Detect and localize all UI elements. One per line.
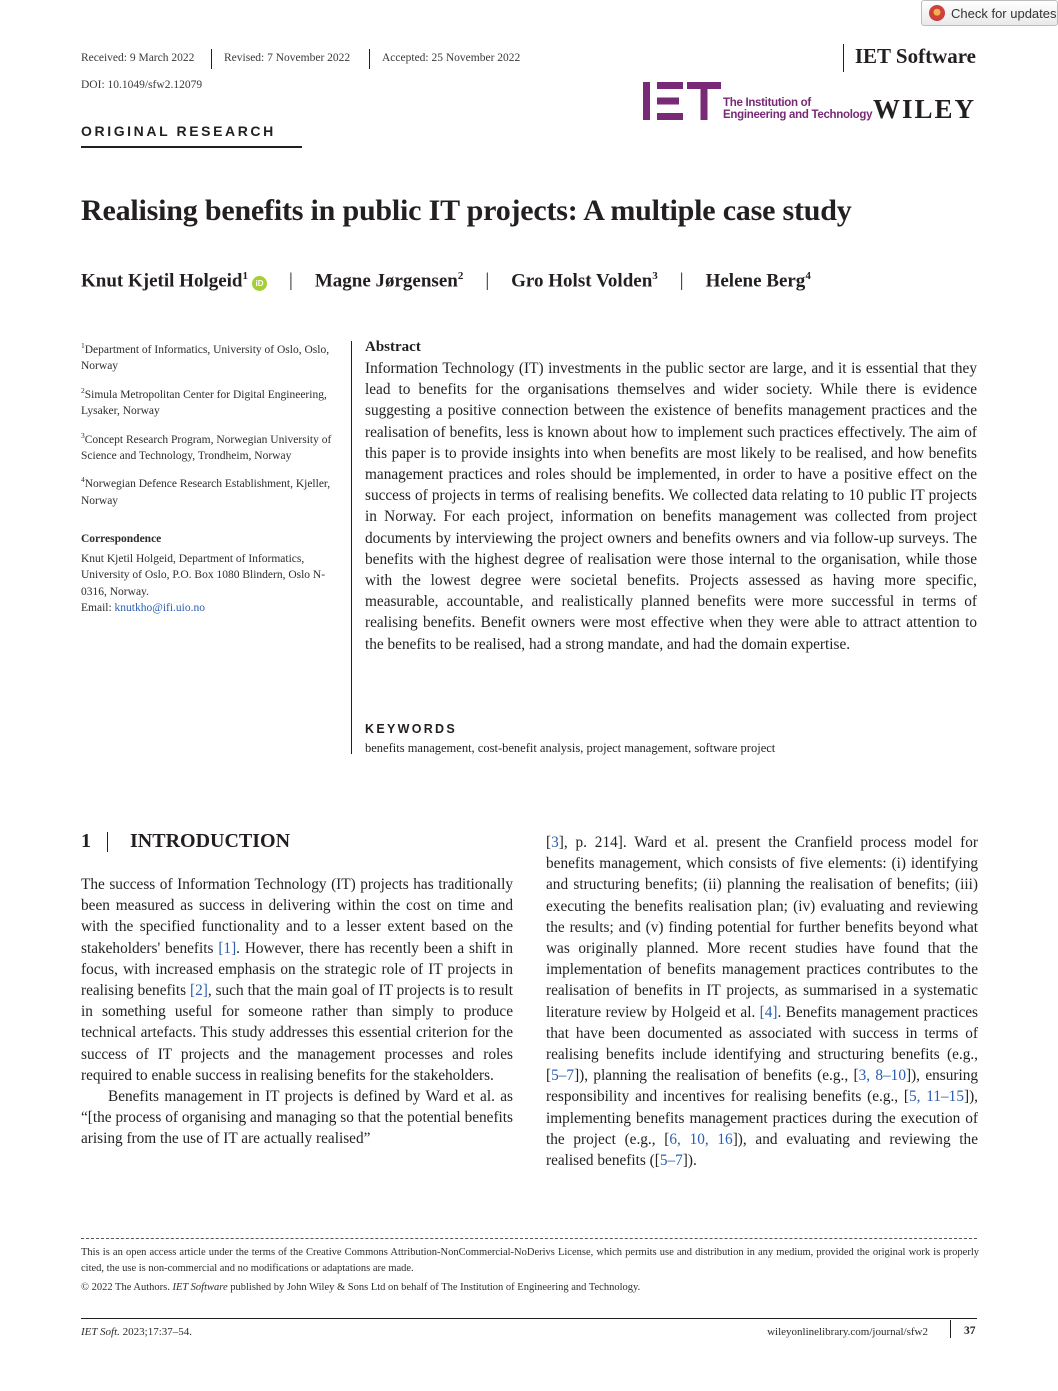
author: Helene Berg$^4$	[705, 270, 811, 292]
affiliation: $^3$Concept Research Program, Norwegian University of Science and Technology, Trondheim, Norway	[81, 430, 332, 462]
author-list	[81, 270, 811, 292]
affiliation: $^4$Norwegian Defence Research Establishment, Kjeller, Norway	[81, 475, 331, 507]
section-label: ORIGINAL RESEARCH	[81, 123, 276, 139]
citation-link[interactable]: [2]	[189, 982, 208, 1000]
body-column-left	[81, 874, 513, 1150]
doi: DOI: 10.1049/sfw2.12079	[81, 79, 203, 91]
bottom-rule	[81, 1318, 977, 1319]
citation-link[interactable]: 3	[551, 834, 559, 851]
affiliation: $^2$Simula Metropolitan Center for Digital Engineering, Lysaker, Norway	[81, 385, 327, 418]
abstract-text: Information Technology (IT) investments in the public sector are large, and it is essential that they lead to benefits for the organisations themselves and wider society. While there is evidence suggesting a positive connection between the existence of benefits management practices and the realisation of benefits, less is known about how to implement such practices effectively. The aim of this paper is to provide insights into when benefits are most likely to be realised, and how benefits management practices and roles should be implemented, in order to have a positive effect on the success of projects in terms of realising benefits. We collected data relating to 10 public IT projects in Norway. For each project, information on benefits management was collected from project documents by interviewing the project owners and benefits owners and via follow-up surveys. The benefits with the highest degree of realisation were those internal to the organisation, while those with the lowest degree were societal benefits. Projects assessed as having more specific, measurable, accountable, and realistically planned benefits were more successful in terms of realising benefits. Benefit owners were most effective when they were able to attract attention to the benefits to be realised, had a strong mandate, and had the domain expertise.	[365, 360, 977, 653]
section-heading	[81, 830, 290, 853]
citation-link[interactable]: 5, 11–15	[909, 1088, 964, 1106]
citation-link[interactable]: [4]	[759, 1003, 778, 1021]
citation-link[interactable]: 3, 8–10	[858, 1067, 906, 1085]
author: Gro Holst Volden$^3$	[511, 270, 658, 292]
journal-url[interactable]: wileyonlinelibrary.com/journal/sfw2	[767, 1326, 928, 1338]
iet-logo	[643, 82, 721, 120]
section-rule	[81, 146, 302, 148]
revised-date: Revised: 7 November 2022	[224, 52, 351, 64]
paragraph: The success of Information Technology (IT) projects has traditionally been measured as success in delivering within the cost on time and with the specified functionality and to a lesser extent based on the stakeholders' benefits [1]. However, there has recently been a shift in focus, with increased emphasis on the strategic role of IT projects in realising benefits [2], such that the main goal of IT projects is to result in something useful for someone rather than simply to produce technical artefacts. This study addresses this essential criterion for the success of IT projects and the management processes and roles required to enable success in realising benefits for the stakeholders.	[81, 876, 513, 1084]
citation-link[interactable]: 5–7	[659, 1152, 683, 1170]
wiley-logo: WILEY	[873, 94, 977, 124]
abstract-rule	[351, 341, 352, 754]
citation-link[interactable]: 5–7	[551, 1067, 575, 1085]
received-date: Received: 9 March 2022	[81, 52, 195, 64]
keywords-heading: KEYWORDS	[365, 722, 458, 736]
header-divider	[211, 49, 212, 69]
page-number: 37	[964, 1325, 976, 1337]
author-separator: |	[679, 270, 684, 292]
affiliations	[81, 338, 341, 617]
author: Knut Kjetil Holgeid$^1$	[81, 270, 248, 292]
correspondence-heading: Correspondence	[81, 533, 162, 546]
orcid-icon[interactable]: iD	[252, 276, 267, 291]
author-separator: |	[485, 270, 490, 292]
check-for-updates-button[interactable]	[921, 0, 1058, 26]
journal-citation: IET Soft. 2023;17:37–54.	[81, 1326, 193, 1338]
citation-link[interactable]: [1]	[218, 939, 237, 957]
citation-link[interactable]: 6, 10, 16	[669, 1130, 733, 1148]
footer-rule	[81, 1238, 977, 1239]
section-number: 1	[81, 830, 91, 852]
journal-name: IET Software	[854, 44, 976, 68]
section-title: INTRODUCTION	[130, 830, 291, 852]
copyright: © 2022 The Authors. IET Software published by John Wiley & Sons Ltd on behalf of The Institution of Engineering and Technology.	[81, 1282, 641, 1293]
footer-divider	[950, 1320, 951, 1338]
section-heading-divider	[107, 832, 108, 852]
check-for-updates-label: Check for updates	[951, 5, 1057, 21]
paragraph: [3], p. 214]. Ward et al. present the Cranfield process model for benefits management, which consists of five elements: (i) identifying and structuring benefits; (ii) planning the realisation of benefits; (iii) executing the benefits realisation plan; (iv) evaluating and reviewing the results; and (v) finding potential for further benefits beyond what was originally planned. More recent studies have found that the implementation of benefits management practices contributes to the realisation of benefits in IT projects, as summarised in a systematic literature review by Holgeid et al. [4]. Benefits management practices that have been documented as associated with success in terms of realising benefits include identifying and structuring benefits (e.g., [5–7]), planning the realisation of benefits (e.g., [3, 8–10]), ensuring responsibility and incentives for realising benefits (e.g., [5, 11–15]), implementing benefits management practices during the execution of the project (e.g., [6, 10, 16]), and evaluating and reviewing the realised benefits ([5–7]).	[546, 834, 979, 1170]
keywords-text: benefits management, cost-benefit analysis, project management, software project	[365, 741, 776, 755]
body-column-right	[546, 832, 978, 1171]
paragraph: Benefits management in IT projects is defined by Ward et al. as “[the process of organising and managing so that the potential benefits arising from the use of IT are actually realised”	[81, 1088, 513, 1148]
paper-title: Realising benefits in public IT projects: A multiple case study	[81, 194, 852, 227]
correspondence-email: Email: knutkho@ifi.uio.no	[81, 602, 205, 615]
email-link[interactable]: knutkho@ifi.uio.no	[114, 602, 205, 615]
crossmark-icon	[929, 5, 945, 21]
iet-name: The Institution of Engineering and Technology	[723, 97, 873, 121]
license-text: This is an open access article under the terms of the Creative Commons Attribution-NonCommercial-NoDerivs License, which permits use and distribution in any medium, provided the original work is properly cited, the use is non-commercial and no modifications or adaptations are made.	[81, 1247, 979, 1274]
author-separator: |	[289, 270, 293, 292]
affiliation: $^1$Department of Informatics, University of Oslo, Oslo, Norway	[81, 341, 330, 373]
author: Magne Jørgensen$^2$	[314, 270, 464, 292]
journal-divider	[843, 44, 844, 72]
accepted-date: Accepted: 25 November 2022	[382, 52, 521, 64]
header-divider	[369, 49, 370, 69]
abstract-heading: Abstract	[365, 339, 421, 355]
correspondence-text: Knut Kjetil Holgeid, Department of Informatics, University of Oslo, P.O. Box 1080 Blindern, Oslo N-0316, Norway.	[81, 552, 326, 598]
